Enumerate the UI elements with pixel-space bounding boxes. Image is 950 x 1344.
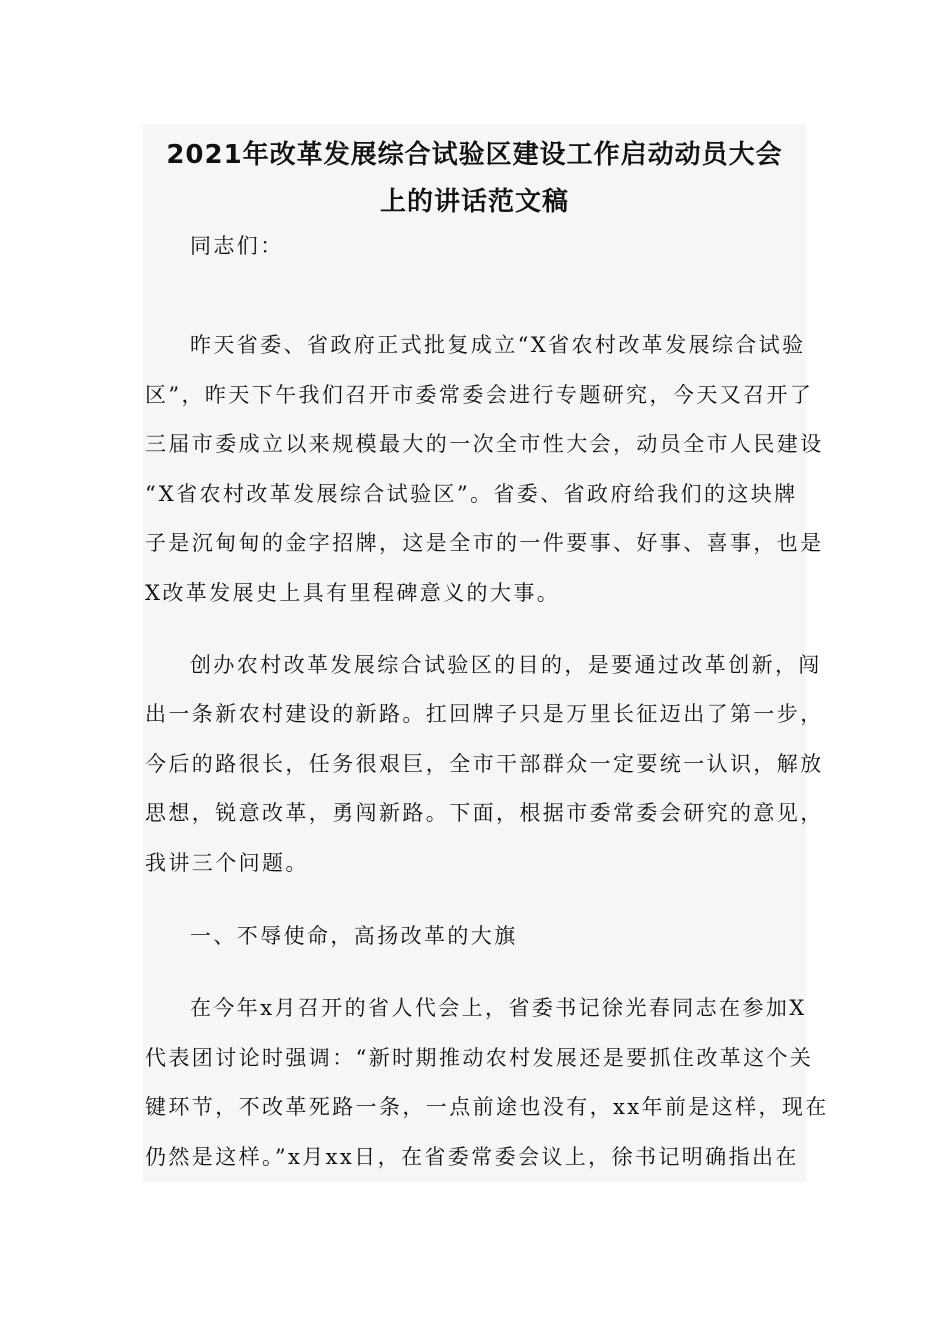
paragraph-line: 区”，昨天下午我们召开市委常委会进行专题研究，今天又召开了 — [145, 383, 814, 407]
paragraph-line: 子是沉甸甸的金字招牌，这是全市的一件要事、好事、喜事，也是 — [145, 531, 824, 555]
paragraph-line: 昨天省委、省政府正式批复成立“X省农村改革发展综合试验 — [190, 333, 806, 357]
paragraph-line: 代表团讨论时强调：“新时期推动农村发展还是要抓住改革这个关 — [145, 1046, 814, 1070]
paragraph-line: 今后的路很长，任务很艰巨，全市干部群众一定要统一认识，解放 — [145, 752, 824, 776]
document-title-line-2: 上的讲话范文稿 — [379, 187, 569, 217]
paragraph-line: 在今年x月召开的省人代会上，省委书记徐光春同志在参加X — [190, 996, 807, 1020]
paragraph-line: 三届市委成立以来规模最大的一次全市性大会，动员全市人民建设 — [145, 432, 824, 456]
document-title-line-1: 2021年改革发展综合试验区建设工作启动动员大会 — [166, 140, 783, 170]
paragraph-line: 出一条新农村建设的新路。扛回牌子只是万里长征迈出了第一步， — [145, 702, 824, 726]
paragraph-line: 创办农村改革发展综合试验区的目的，是要通过改革创新，闯 — [190, 653, 822, 677]
paragraph-line: 我讲三个问题。 — [145, 851, 309, 875]
paragraph-line: “X省农村改革发展综合试验区”。省委、省政府给我们的这块牌 — [145, 482, 798, 506]
section-heading-1: 一、不辱使命，高扬改革的大旗 — [190, 924, 518, 948]
salutation: 同志们： — [190, 234, 284, 258]
paragraph-line: X改革发展史上具有里程碑意义的大事。 — [145, 581, 561, 605]
paragraph-line: 仍然是这样。”x月xx日，在省委常委会议上，徐书记明确指出在 — [145, 1145, 799, 1169]
paragraph-line: 思想，锐意改革，勇闯新路。下面，根据市委常委会研究的意见， — [145, 801, 824, 825]
paragraph-line: 键环节，不改革死路一条，一点前途也没有，xx年前是这样，现在 — [145, 1095, 829, 1119]
